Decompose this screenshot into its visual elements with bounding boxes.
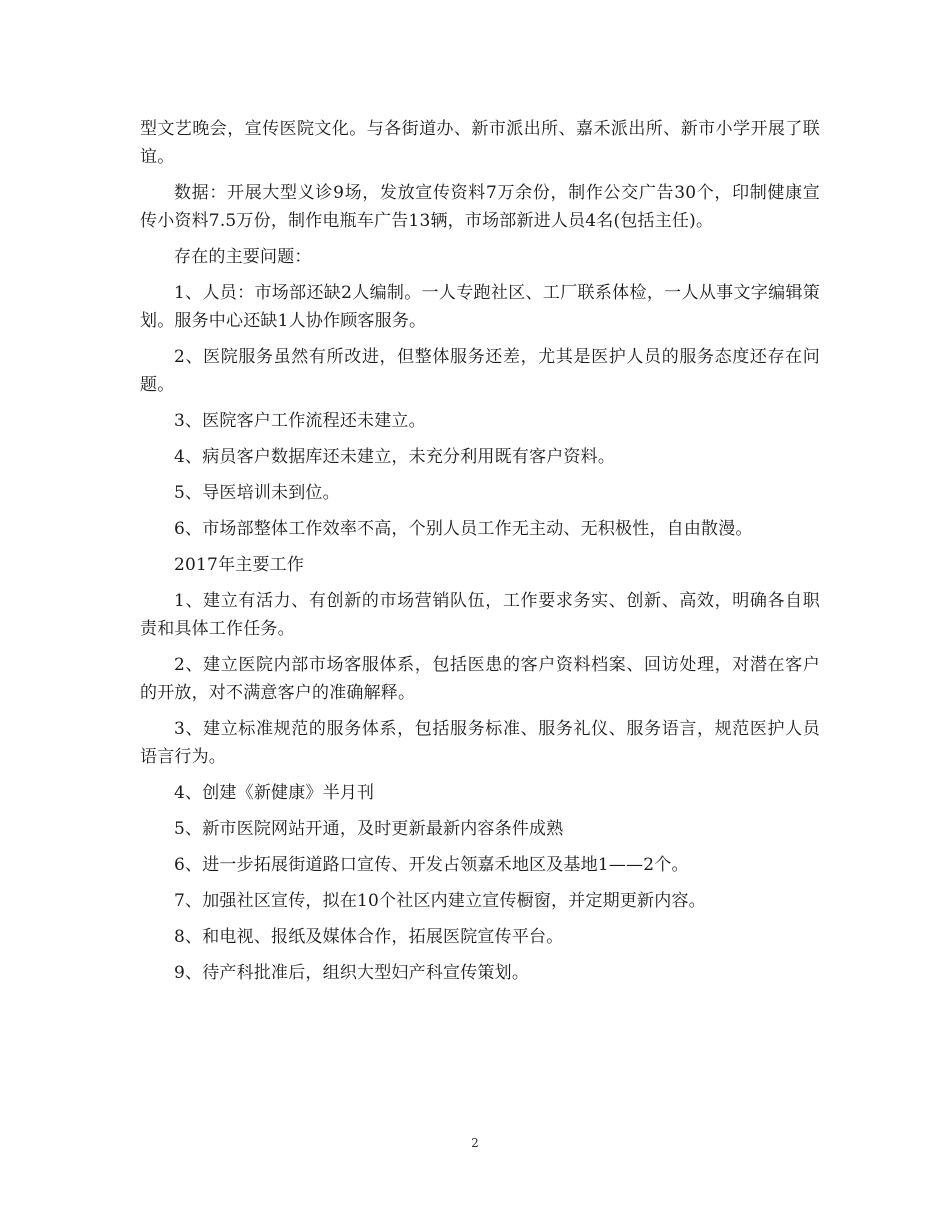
work-item-2: 2、建立医院内部市场客服体系，包括医患的客户资料档案、回访处理，对潜在客户的开放，对不满意客户的准确解释。 [140,655,820,703]
work-item-1: 1、建立有活力、有创新的市场营销队伍，工作要求务实、创新、高效，明确各自职责和具体工作任务。 [140,591,820,639]
work-item-8: 8、和电视、报纸及媒体合作，拓展医院宣传平台。 [174,927,564,947]
work-item-4: 4、创建《新健康》半月刊 [174,783,375,803]
problem-item-5: 5、导医培训未到位。 [174,483,340,503]
work-item-9: 9、待产科批准后，组织大型妇产科宣传策划。 [174,963,530,983]
document-body [140,115,820,995]
problem-item-3: 3、医院客户工作流程还未建立。 [174,411,426,431]
page-number: 2 [471,1136,479,1150]
work-item-7: 7、加强社区宣传，拟在10个社区内建立宣传橱窗，并定期更新内容。 [174,891,706,911]
paragraph-continuation: 型文艺晚会，宣传医院文化。与各街道办、新市派出所、嘉禾派出所、新市小学开展了联谊。 [140,119,820,167]
problem-item-2: 2、医院服务虽然有所改进，但整体服务还差，尤其是医护人员的服务态度还存在问题。 [140,347,820,395]
work-item-6: 6、进一步拓展街道路口宣传、开发占领嘉禾地区及基地1——2个。 [174,855,689,875]
heading-main-problems: 存在的主要问题： [174,247,312,267]
problem-item-6: 6、市场部整体工作效率不高，个别人员工作无主动、无积极性，自由散漫。 [174,519,753,539]
paragraph-data-summary: 数据：开展大型义诊9场，发放宣传资料7万余份，制作公交广告30个，印制健康宣传小资料7.5万份，制作电瓶车广告13辆，市场部新进人员4名(包括主任)。 [140,183,820,231]
work-item-5: 5、新市医院网站开通，及时更新最新内容条件成熟 [174,819,564,839]
problem-item-1: 1、人员：市场部还缺2人编制。一人专跑社区、工厂联系体检，一人从事文字编辑策划。服务中心还缺1人协作顾客服务。 [140,283,820,331]
work-item-3: 3、建立标准规范的服务体系，包括服务标准、服务礼仪、服务语言，规范医护人员语言行为。 [140,719,820,767]
heading-main-work-2017: 2017年主要工作 [174,555,305,575]
problem-item-4: 4、病员客户数据库还未建立，未充分利用既有客户资料。 [174,447,616,467]
